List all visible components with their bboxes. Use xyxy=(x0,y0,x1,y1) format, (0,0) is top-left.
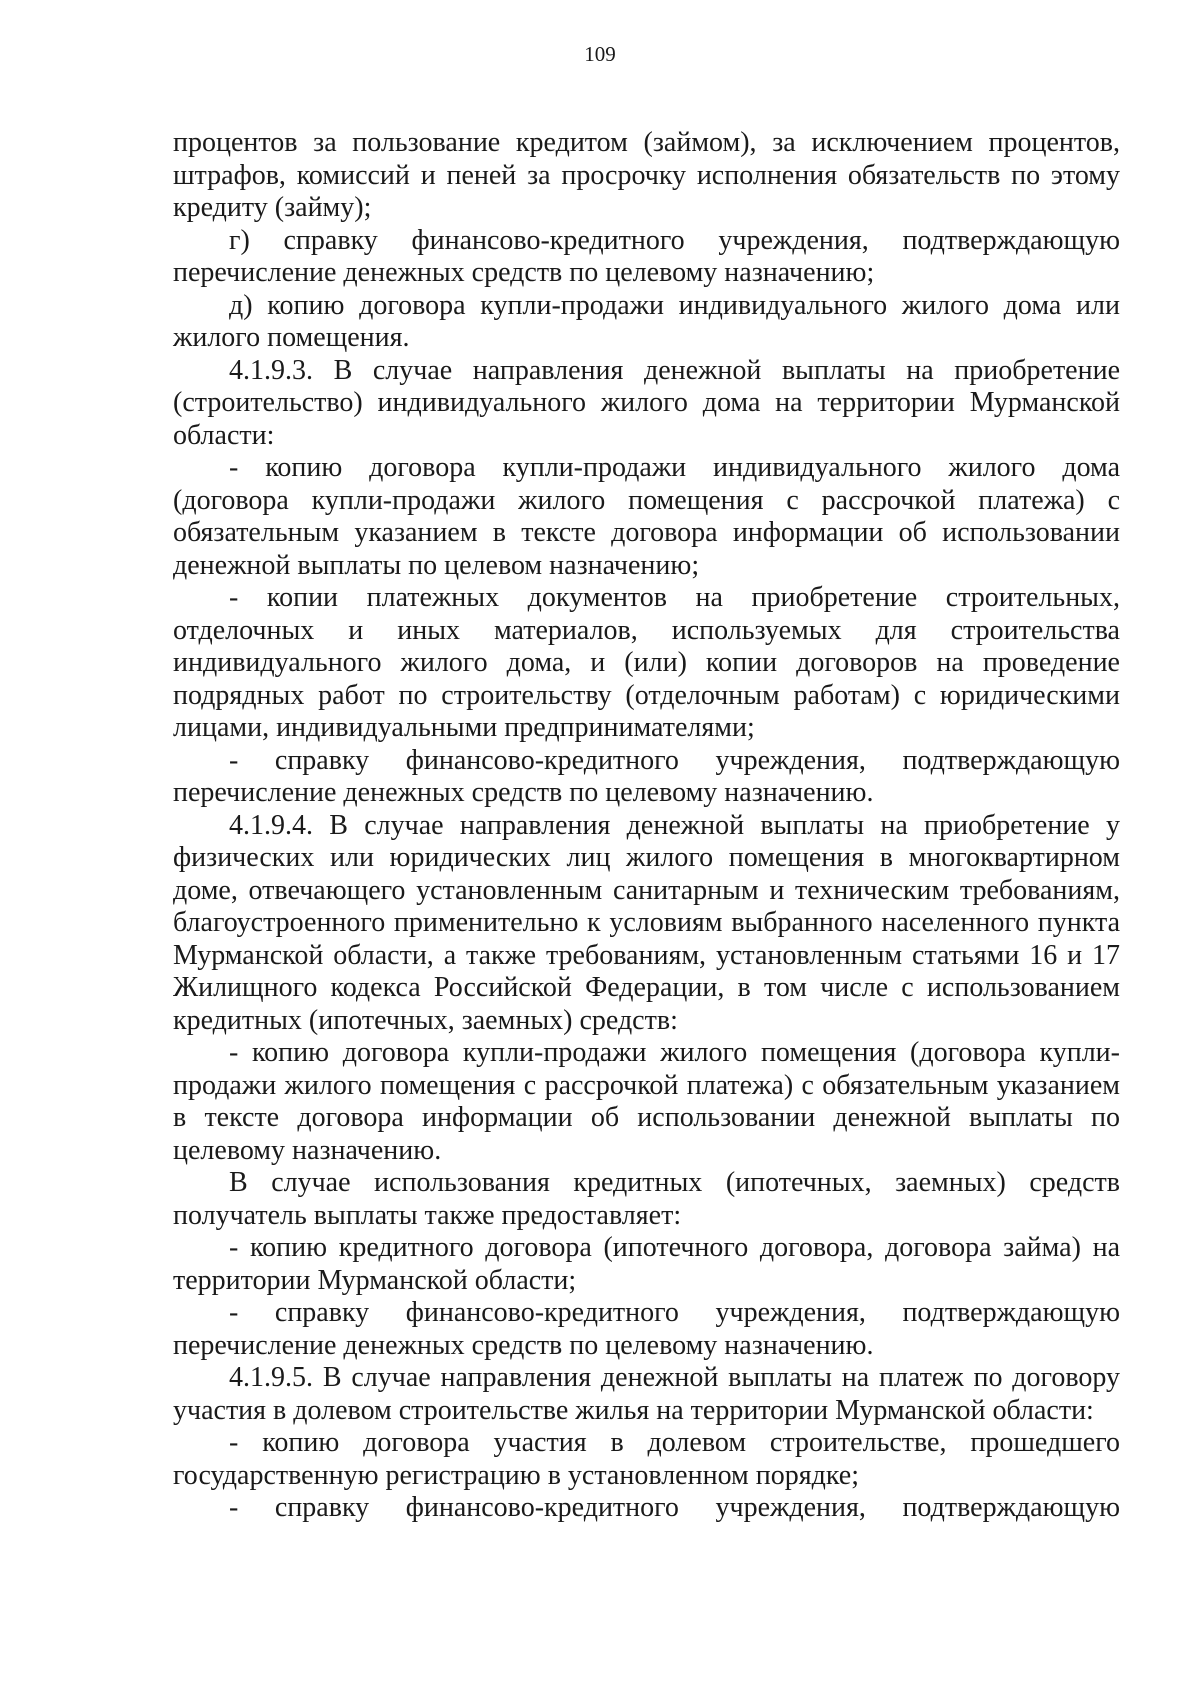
paragraph: д) копию договора купли-продажи индивидуального жилого дома или жилого помещения. xyxy=(173,289,1120,353)
list-item: - копию кредитного договора (ипотечного договора, договора займа) на территории Мурманской области; xyxy=(173,1232,1120,1296)
list-item: - справку финансово-кредитного учреждения, подтверждающую xyxy=(229,1492,1120,1523)
paragraph: 4.1.9.4. В случае направления денежной выплаты на приобретение у физических или юридических лиц жилого помещения в многоквартирном доме, отвечающего установленным санитарным и техническим требованиям, благоустроенного применительно к условиям выбранного населенного пункта Мурманской области, а также требованиям, установленным статьями 16 и 17 Жилищного кодекса Российской Федерации, в том числе с использованием кредитных (ипотечных, заемных) средств: xyxy=(173,809,1120,1036)
list-item: - копию договора купли-продажи индивидуального жилого дома (договора купли-продажи жилого помещения с рассрочкой платежа) с обязательным указанием в тексте договора информации об использовании денежной выплаты по целевом назначению; xyxy=(173,452,1120,581)
page-number: 109 xyxy=(584,42,616,66)
paragraph: процентов за пользование кредитом (займом), за исключением процентов, штрафов, комиссий и пеней за просрочку исполнения обязательств по этому кредиту (займу); xyxy=(173,127,1120,223)
paragraph: В случае использования кредитных (ипотечных, заемных) средств получатель выплаты также предоставляет: xyxy=(173,1167,1120,1231)
paragraph: 4.1.9.5. В случае направления денежной выплаты на платеж по договору участия в долевом строительстве жилья на территории Мурманской области: xyxy=(173,1362,1120,1426)
list-item: - справку финансово-кредитного учреждения, подтверждающую перечисление денежных средств по целевому назначению. xyxy=(173,1297,1120,1361)
paragraph: 4.1.9.3. В случае направления денежной выплаты на приобретение (строительство) индивидуального жилого дома на территории Мурманской области: xyxy=(173,354,1120,451)
list-item: - справку финансово-кредитного учреждения, подтверждающую перечисление денежных средств по целевому назначению. xyxy=(173,744,1120,808)
list-item: - копию договора участия в долевом строительстве, прошедшего государственную регистрацию в установленном порядке; xyxy=(173,1427,1120,1491)
list-item: - копию договора купли-продажи жилого помещения (договора купли-продажи жилого помещения с рассрочкой платежа) с обязательным указанием в тексте договора информации об использовании денежной выплаты по целевому назначению. xyxy=(173,1037,1120,1166)
paragraph: г) справку финансово-кредитного учреждения, подтверждающую перечисление денежных средств по целевому назначению; xyxy=(173,224,1120,288)
document-body xyxy=(173,127,1120,1525)
list-item: - копии платежных документов на приобретение строительных, отделочных и иных материалов, используемых для строительства индивидуального жилого дома, и (или) копии договоров на проведение подрядных работ по строительству (отделочным работам) с юридическими лицами, индивидуальными предпринимателями; xyxy=(173,582,1120,743)
